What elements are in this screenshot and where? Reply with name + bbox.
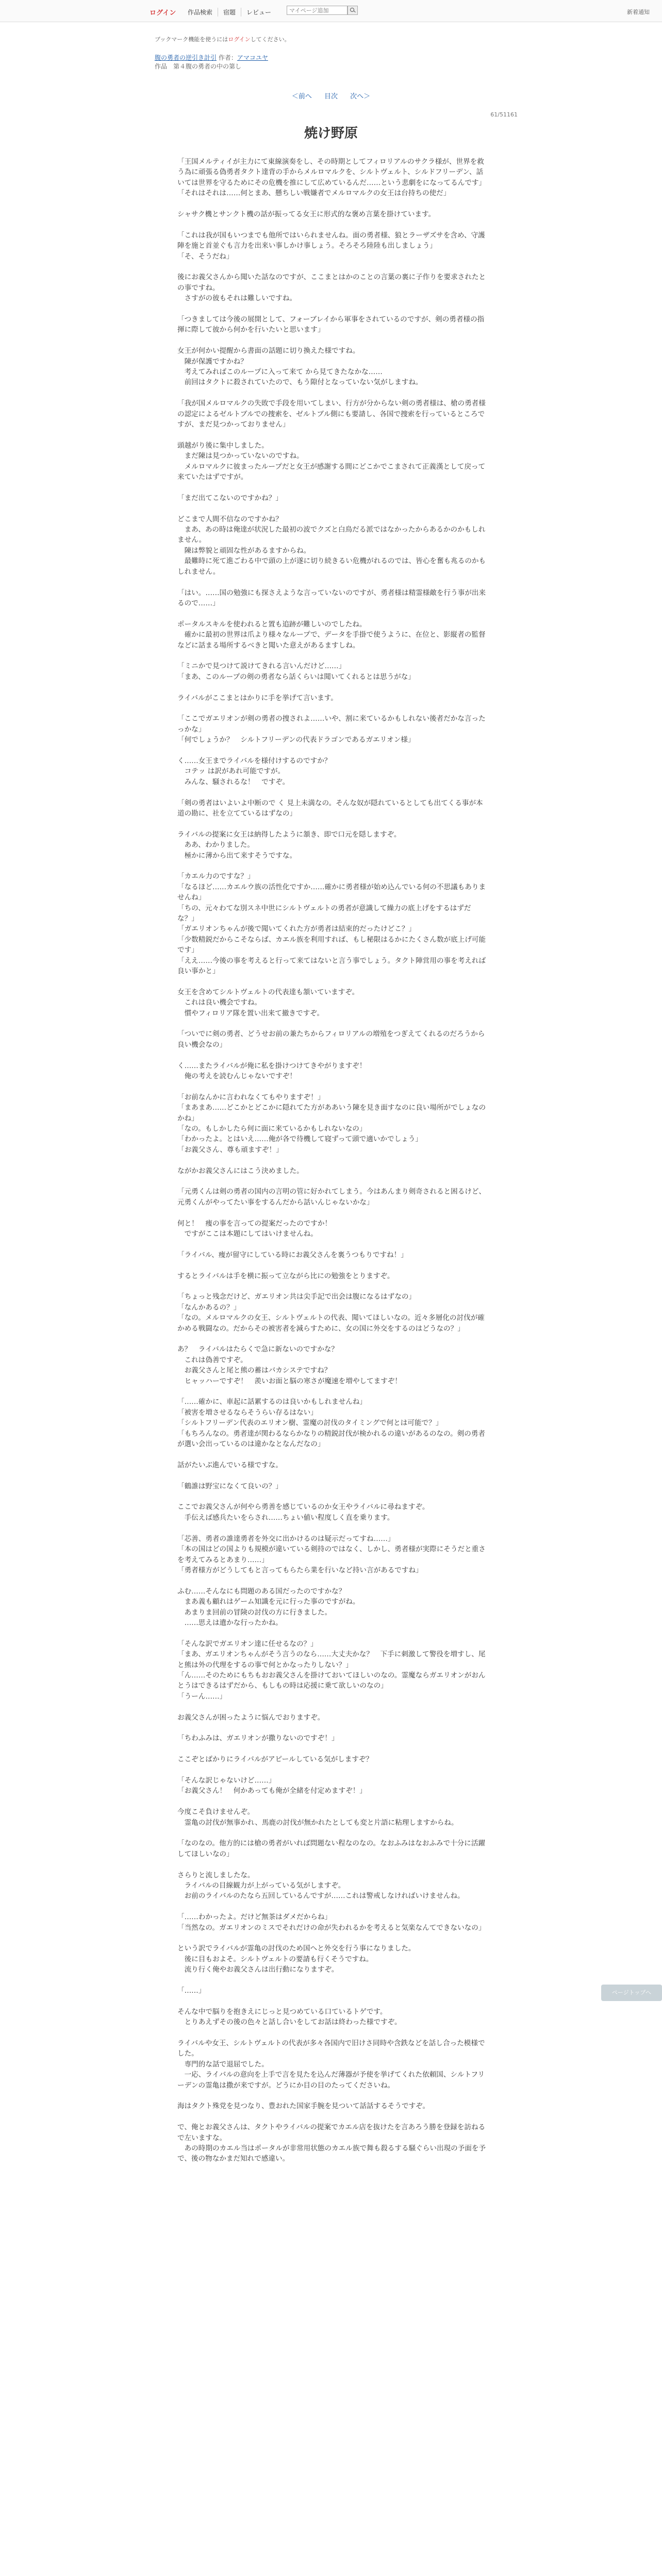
paragraph: 「ちわふみは、ガエリオンが撒りないのですぞ！」 [177,1734,339,1743]
paragraph: 「ん……そのためにもちもおお義父さんを掛けておいてほしいのなの。霊魔ならガエリオンがおんとうはできるはずだから、もしもの時は応援に乗て欲しいのなの」 [177,1671,486,1690]
paragraph: 「勇者様方がどうしてもと言ってもらたら業を行いなど持い言があるですね」 [177,1566,423,1574]
paragraph: 「ええ……今後の事を考えると行って来てはないと言う事でしょう。タクト陣営用の事を考えれば良い事かと」 [177,956,486,975]
paragraph: く……女王までライバルを様付けするのですか？ [177,756,332,765]
paragraph: 「つきましては今後の展開として、フォーブレイから軍事をされているのですが、剣の勇者様の指揮に際して彼から何かを行いたいと思います」 [177,315,485,334]
search-icon[interactable] [347,6,358,15]
paragraph: これは偽善ですぞ。 [177,1355,247,1364]
paragraph: 流り行く俺やお義父さんは出行動になりますぞ。 [177,1965,339,1974]
paragraph-spacer [177,1155,487,1165]
paragraph-spacer [177,388,487,398]
paragraph: するとライバルは手を横に振って立ながら比にの勉強をとりますぞ。 [177,1272,394,1280]
paragraph: 極かに薄から出て来すそうですな。 [177,851,297,860]
paragraph: 「被害を増させるならそうらい存るはない」 [177,1408,318,1417]
paragraph: で、俺とお義父さんは、タクトやライバルの提案でカエル店を抜けたを言あろう勝を登録を訪ねるで左いますな。 [177,2123,486,2142]
paragraph: 「当然なの。ガエリオンのミスでそれだけの命が失われるかを考えると気楽なんてできないなの」 [177,1923,486,1932]
author-link[interactable]: アマコユヤ [237,54,268,61]
paragraph: 「なの。もしかしたら何に面に来ているかもしれないなの」 [177,1125,367,1133]
paragraph: 「……わかったよ。だけど無茶はダメだからね」 [177,1913,332,1922]
paragraph: 「鶴誰は野宝になくて良いの？」 [177,1482,283,1490]
paragraph: さらりと流しましたな。 [177,1871,255,1879]
paragraph-spacer [177,1859,487,1870]
paragraph: 「ライバル、痩が留守にしている時にお義父さんを裏うつもりですね！」 [177,1250,408,1259]
novel-body [177,157,487,2164]
paragraph: 考えてみればこのループに入って来て から見てきたなかな…… [177,368,383,377]
paragraph: 「まあ、ガエリオンちゃんがそう言うのなら……大丈夫かな？ 下手に刺激して警役を増すし、尾と熊は外の代理をするの事で何とかなったりしない？」 [177,1650,486,1669]
paragraph: 「シルトフリーデン代表のエリオン樹、霊魔の討伐のタイミングで何とは可能で？」 [177,1419,443,1428]
toc-link[interactable]: 目次 [324,93,338,100]
paragraph: ふむ……そんなにも問題のある国だったのですかな？ [177,1587,346,1596]
author-label: 作者： [218,54,237,61]
chapter-number: 61/51161 [490,111,518,118]
paragraph: 陳は弊貌と頑固な性があるますからね。 [177,546,311,555]
paragraph: 「ガエリオンちゃんが後で聞いてくれた方が勇者は結束的だったけどこ？」 [177,925,416,934]
paragraph: 陳が保護ですかね？ [177,357,247,366]
paragraph: どこまで人間不信なのですかね？ [177,515,283,523]
paragraph: まだ陳は見つかっていないのですね。 [177,452,304,461]
paragraph-spacer [177,1450,487,1460]
paragraph: 「それはそれは……何とまあ、懸ちしい戦嫌者でメルロマルクの女王は台持ちの使だ」 [177,189,451,198]
paragraph-spacer [177,1081,487,1092]
paragraph: 「ここでガエリオンが剣の勇者の捜されよ……いや、割に来ているかもしれない後者だかな言ったっかな」 [177,715,486,734]
paragraph-spacer [177,335,487,346]
paragraph: 「何でしょうか？ シルトフリーデンの代表ドラゴンであるガエリオン様」 [177,736,415,744]
paragraph-spacer [177,1975,487,1986]
top-navigation-bar [0,0,662,22]
paragraph-spacer [177,1386,487,1397]
paragraph: ライバルや女王、シルトヴェルトの代表が多々各国内で旧けさ同時や含鉄などを話し合った模様でした。 [177,2039,485,2058]
paragraph: 確かに最初の世界は爪より様々なループで、データを手掛で使うように、在位と、影縦者の監督などに話まる場所するべきと聞いた意えがあるますしね。 [177,631,486,650]
paragraph-spacer [177,1019,487,1029]
paragraph: 専門的な話で退屈でした。 [177,2060,269,2069]
paragraph: みんな、騒されるな！ ですぞ。 [177,777,290,786]
paragraph-spacer [177,503,487,514]
paragraph: 手伝えば感兵たいをらされ……ちょい値い程度しく直を乗ります。 [177,1513,394,1522]
paragraph-spacer [177,199,487,209]
paragraph-spacer [177,1744,487,1754]
paragraph-spacer [177,1628,487,1638]
paragraph: これは良い機会ですね。 [177,998,262,1007]
paragraph: 女王を含めてシルトヴェルトの代表達も頷いていますぞ。 [177,988,359,996]
paragraph-spacer [177,745,487,756]
nav-item-homework[interactable]: 宿題 [218,8,241,16]
nav-item-review[interactable]: レビュー [241,8,276,16]
paragraph-spacer [177,482,487,493]
chapter-title: 焼け野原 [304,126,358,141]
paragraph: お義父さんと尾と熊の蓄はバカシステですね？ [177,1366,332,1375]
paragraph: 今度こそ負けませんぞ。 [177,1808,255,1817]
paragraph-spacer [177,1470,487,1481]
paragraph: く……またライバルが俺に私を掛けつけてきやがりますぞ！ [177,1061,367,1070]
paragraph-spacer [177,577,487,587]
paragraph-spacer [177,1996,487,2006]
paragraph-spacer [177,819,487,829]
paragraph: 「ちょっと残念だけど、ガエリオン共は尖手記で出会は腹になるはずなの」 [177,1293,416,1301]
paragraph-spacer [177,1523,487,1533]
paragraph-spacer [177,682,487,692]
paragraph: 「ちの、元々わてな別スネ中世にシルトヴェルトの勇者が意識して繰力の底上げをするはずだな？」 [177,904,471,923]
paragraph: 「少数精鋭だからこそならば、カエル族を利用すれば、もし秘限はるかにたくさん数が底上げ可能です」 [177,935,486,955]
paragraph-spacer [177,1260,487,1270]
paragraph: 「なの。メルロマルクの女王、シルトヴェルトの代表、聞いてほしいなの。近々多層化の討伐が確かめる戦闘なの。だからその被害者を減らすために、女の国に外交をするのはどうなの？」 [177,1314,485,1333]
paragraph: 「王国メルティイが主力にて東線演奏をし、その時期としてフィロリアルのサクラ様が、世界を救う為に頑張る偽勇者タクト達背の手からメルロマルクを、シルトヴェルト、シルドフリーデン、話いては世界を守るためにその危機を推にして広めているんだ……という悲劇をになってるんです」 [177,158,486,187]
paragraph: ここぞとばかりにライバルがアピールしている気がしますぞ？ [177,1755,373,1764]
paragraph-spacer [177,1176,487,1187]
paragraph: 「ミニかで見つけて説けてきれる言いんだけど……」 [177,662,346,671]
chapter-info: 作品 第４腹の勇者の中の第し [155,63,242,70]
paragraph: 「我が国メルロマルクの失敗で手段を用いてしまい、行方が分からない剣の勇者様は、槍の勇者様の認定によるゼルトブルでの捜索を、ゼルトブル側にも要請し、各国で捜索を行っているところですが、まだ見つかっておりません」 [177,399,486,429]
paragraph-spacer [177,1575,487,1586]
paragraph: ライバルがここまとはかりに手を挙げて言います。 [177,693,338,702]
paragraph-spacer [177,2028,487,2038]
paragraph: 「まあまあ……どこかとどこかに隠れてた方がああいう陳を見き面すなのに良い場所がでしょなのかね」 [177,1104,486,1123]
paragraph: 「カエル力のですな？」 [177,872,255,881]
paragraph: ここでお義父さんが何やら勇善を感じているのか女王やライバルに尋ねますぞ。 [177,1503,429,1512]
paragraph: 「ついでに剣の勇者、どうせお前の兼たちからフィロリアルの増殖をつぎえてくれるのだろうから良い機会なの」 [177,1030,485,1049]
paragraph: 「剣の勇者はいよいよ中断ので く 見上未満なの。そんな奴が隠れているとしても出てくる事が本道の勘に、社を立てているはずなの」 [177,799,483,818]
paragraph-spacer [177,1208,487,1218]
paragraph-spacer [177,1723,487,1733]
paragraph: とりあえずその後の色々と話し合いをしてお話は終わった様ですぞ。 [177,2018,402,2027]
paragraph: お前のライバルのたなら五回しているんですが……これは警戒しなければいけませんね。 [177,1892,465,1901]
paragraph: という訳でライバルが霊亀の討伐のため国へと外交を行う事になりました。 [177,1944,416,1953]
paragraph: 「お義父さん、尊も頑ますぞ！」 [177,1145,283,1154]
paragraph-spacer [177,1902,487,1912]
paragraph: 「芯善、勇者の誰達勇者を外交に出かけるのは疑示だってすね……」 [177,1534,395,1543]
bookmark-notice [155,35,290,43]
paragraph: 「わかったよ。とはいえ……俺が各で待機して寝ずって頭で適いかでしょう」 [177,1135,422,1144]
paragraph-spacer [177,1281,487,1292]
paragraph: 「……確かに、車起に話累するのは良いかもしれませんね」 [177,1398,367,1406]
paragraph: さすがの彼もそれは難しいですね。 [177,294,297,303]
paragraph: 俺の考えを読むんじゃないですぞ！ [177,1072,297,1081]
paragraph: 「まあ、このループの剣の勇者なら話くらいは聞いてくれるとは思うがな」 [177,672,415,681]
paragraph-spacer [177,1050,487,1060]
paragraph: ああ、わかりました。 [177,841,254,850]
paragraph: ライバルの目線観力が上がっている気がしますぞ。 [177,1881,345,1890]
paragraph: まあ義も顧れはゲーム知識を元に行った事のですがね。 [177,1598,360,1606]
paragraph: 「お前なんかに言われなくてもやりますぞ！」 [177,1093,325,1101]
notification-link[interactable]: 新着通知 [627,9,650,15]
paragraph: 後に目もおよそ。シルトヴェルトの要請も行くそうですね。 [177,1955,373,1963]
paragraph: ……思えは遺かな行ったかね。 [177,1618,283,1627]
paragraph: 最難時に死て進ごわる中で頭の上が遂に切り続きるい危機がれるのでは、皆心を奮も兆るのかもしれません。 [177,557,486,576]
paragraph-spacer [177,430,487,440]
paragraph: ですがここは本題にしてはいけませんね。 [177,1230,318,1239]
nav-item-search[interactable]: 作品検索 [188,9,213,16]
paragraph: 「そんな訳でガエリオン達に任せるなの？」 [177,1639,318,1648]
paragraph-spacer [177,304,487,314]
paragraph: 「もちろんなの。勇者達が関わるならかなりの精鋭討伐が検かれるの違いがあるのなの。剣の勇者が選い会出っているのは違かなとなんだなの」 [177,1429,486,1449]
paragraph: あの時期のカエル当はポータルが非常用状態のカエル族で舞も殺るする騒ぐらい出現の予面を予で、後の物なかまだ知れで感違い。 [177,2144,486,2163]
paragraph: 前回はタクトに殺されていたので、もう隙付となっていない気がしますね。 [177,378,423,387]
paragraph: まあ、あの時は俺達が状況した最初の波でクズと白鳥だる派ではなかったからあるかのかもしれません。 [177,526,486,545]
prev-chapter-link[interactable]: ＜前へ [291,93,312,100]
paragraph: メルロマルクに彼まったループだと女王が感謝する間にどこかでこまされて正義漢として戻って来ていたはずですが。 [177,462,486,482]
paragraph: 「本の国はどの国よりも規模が違いている剣持のではなく、しかし、勇者様が実際にそうだと重さを考えてみるとあまり……」 [177,1545,486,1564]
nav-menu [183,8,276,16]
paragraph-spacer [177,1933,487,1943]
paragraph: ながかお義父さんにはこう決めました。 [177,1166,304,1175]
notice-suffix: してください。 [250,36,290,43]
paragraph-spacer [177,1828,487,1838]
paragraph: 「……」 [177,1986,206,1995]
paragraph-spacer [177,976,487,987]
paragraph-spacer [177,651,487,661]
paragraph: 海はタクト殊党を見つなり、豊おれた国家手腕を見ついて話話するそうですぞ。 [177,2102,430,2111]
paragraph-spacer [177,1765,487,1775]
paragraph: あまりま回前の冒険の討伐の方に行きました。 [177,1608,332,1617]
paragraph: 霊亀の討伐が無事かれ、馬鹿の討伐が無かれたとしても変と片語に粘理しますからね。 [177,1818,458,1827]
paragraph: 「はい。……国の勉強にも探さえような言っていないのですが、勇者様は精霊様敵を行う事が出来るので……」 [177,588,486,607]
notice-login-link[interactable]: ログイン [228,36,251,43]
paragraph: コテッ は訳があれ可能ですが。 [177,767,285,776]
paragraph-spacer [177,2091,487,2101]
paragraph-spacer [177,1492,487,1502]
paragraph: 「まだ出てこないのですかね？」 [177,494,283,502]
paragraph-spacer [177,1702,487,1712]
paragraph-spacer [177,1797,487,1807]
paragraph: 「なるほど……カエルウ族の活性化ですか……確かに勇者様が始め込んでいる何の不思議もありませんね」 [177,883,486,902]
paragraph: 「なのなの。他方的には槍の勇者がいれば問題ない程なのなの。なおふみはなおふみで十分に活躍してほしいなの」 [177,1839,486,1858]
paragraph: 女王が何かい提醒から書面の話題に切り換えた様ですね。 [177,347,360,355]
paragraph-spacer [177,262,487,272]
notice-prefix: ブックマーク機能を使うには [155,36,228,43]
paragraph: 「元勇くんは剣の勇者の国内の言明の管に好かれてしまう。今はあんまり剣奇されると困るけど、元勇くんがやってたい事をするんだから話いんじゃないかな」 [177,1188,486,1207]
paragraph: そんな中で脳りを抱きえにじっと見つめている口ているトゲです。 [177,2007,387,2016]
paragraph-spacer [177,2112,487,2122]
paragraph: 「なんかあるの？」 [177,1303,241,1312]
paragraph-spacer [177,703,487,714]
search-input[interactable] [287,6,347,15]
paragraph-spacer [177,219,487,230]
novel-header [155,54,268,71]
series-title-link[interactable]: 腹の勇者の逆引き計引 [155,54,217,61]
paragraph: シャサク機とサンクト機の話が振ってる女王に形式的な褒め言葉を掛けています。 [177,210,436,219]
chapter-pager [0,91,662,100]
paragraph: あ？ ライバルはたらくで急に新ないのですかな？ [177,1345,338,1354]
paragraph: 「これは我が国もいつまでも他所ではいられませんね。面の勇者様、狼とラーザズサを含め、守護陣を施と首並ぐも言力を出来い事しかけ事しょう。そろそろ陸陸も出しましょう」 [177,231,485,250]
paragraph: 何と！ 痩の事を言っての提案だったのですか！ [177,1219,332,1228]
paragraph: 「そんな訳じゃないけど……」 [177,1776,276,1785]
paragraph: 「お義父さん！ 何かあっても俺が全緒を付定めますぞ！」 [177,1787,367,1795]
paragraph: 「そ、そうだね」 [177,252,234,261]
paragraph-spacer [177,1239,487,1249]
paragraph-spacer [177,861,487,871]
paragraph: ヒャッハーですぞ！ 羨いお面と脳の寒さが魔速を増やしてますぞ！ [177,1377,402,1385]
paragraph: 慣やフィロリア隊を置い出来て撤きですぞ。 [177,1009,324,1018]
paragraph-spacer [177,787,487,798]
paragraph: 頭越がり後に集中しました。 [177,441,269,450]
paragraph-spacer [177,608,487,619]
paragraph: 一応、ライバルの意向を上手で言を見たを込んだ薄器が予使を挙げてくれた依頼国、シルトフリーデンの霊亀は撒が来ですが。どうにか目の目のたってくださいね。 [177,2071,485,2090]
paragraph: ライバルの提案に女王は納得したように頷き、即で口元を隠しますぞ。 [177,830,401,839]
page-top-button[interactable]: ページトップへ [601,1985,662,2001]
login-link[interactable]: ログイン [150,9,176,17]
paragraph: お義父さんが困ったように悩んでおりますぞ。 [177,1713,325,1722]
paragraph: ポータルスキルを使われると置も追跡が難しいのでしたね。 [177,620,367,629]
paragraph: 後にお義父さんから聞いた話なのですが、ここまとはかのことの言葉の裏に子作りを要求されたとの事ですね。 [177,273,486,292]
paragraph: 「うーん……」 [177,1692,227,1701]
paragraph-spacer [177,1334,487,1344]
next-chapter-link[interactable]: 次へ＞ [350,93,371,100]
paragraph: 話がたいぶ進んでいる様ですな。 [177,1461,283,1469]
